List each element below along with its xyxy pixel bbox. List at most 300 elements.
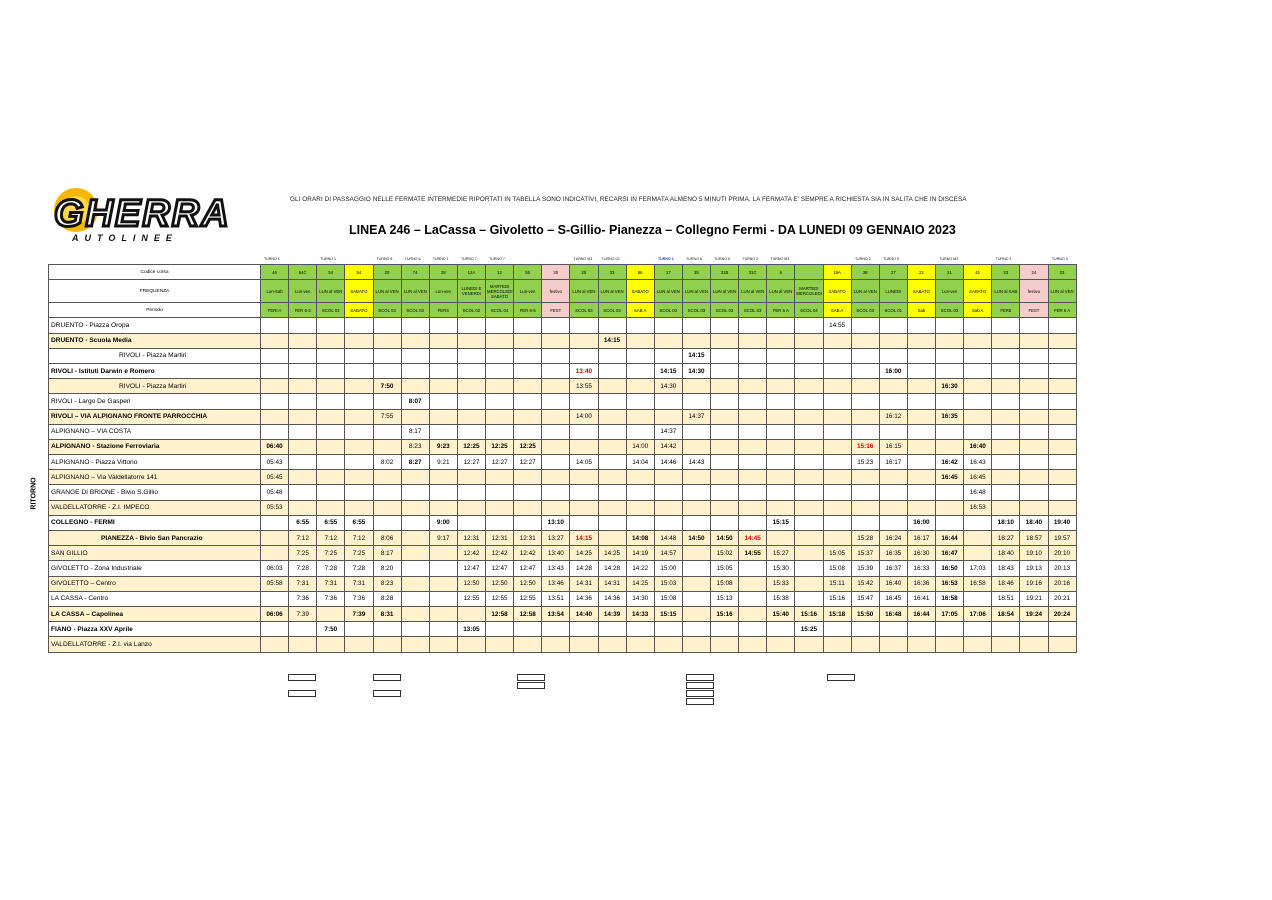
time-cell bbox=[317, 409, 345, 424]
time-value: 13:40 bbox=[547, 549, 564, 557]
time-cell bbox=[289, 424, 317, 439]
time-cell bbox=[1020, 318, 1048, 333]
time-cell bbox=[457, 637, 485, 652]
time-cell bbox=[851, 500, 879, 515]
time-cell bbox=[879, 379, 907, 394]
time-cell bbox=[992, 485, 1020, 500]
time-cell bbox=[486, 363, 514, 378]
time-cell bbox=[289, 591, 317, 606]
time-cell bbox=[964, 576, 992, 591]
time-cell bbox=[767, 561, 795, 576]
time-cell bbox=[542, 591, 570, 606]
time-cell bbox=[345, 318, 373, 333]
time-value: 9:17 bbox=[437, 534, 450, 542]
time-cell bbox=[289, 363, 317, 378]
time-cell bbox=[401, 363, 429, 378]
time-cell bbox=[598, 363, 626, 378]
time-cell bbox=[907, 363, 935, 378]
time-cell bbox=[373, 622, 401, 637]
time-cell bbox=[1020, 470, 1048, 485]
time-cell bbox=[261, 591, 289, 606]
period-row bbox=[49, 303, 1077, 318]
time-value: 7:28 bbox=[324, 564, 338, 572]
time-cell bbox=[992, 531, 1020, 546]
time-cell bbox=[486, 470, 514, 485]
time-cell bbox=[907, 515, 935, 530]
time-cell bbox=[795, 394, 823, 409]
time-cell bbox=[261, 576, 289, 591]
time-cell bbox=[345, 500, 373, 515]
time-cell bbox=[823, 333, 851, 348]
frequency-row-cell: Lun-ven bbox=[936, 280, 964, 303]
company-logo bbox=[46, 186, 282, 246]
stop-row bbox=[49, 531, 1077, 546]
time-cell bbox=[401, 455, 429, 470]
time-value: 16:40 bbox=[885, 580, 902, 588]
time-value: 20:10 bbox=[1054, 549, 1071, 557]
time-cell bbox=[711, 531, 739, 546]
time-cell bbox=[823, 561, 851, 576]
time-cell bbox=[345, 379, 373, 394]
time-cell bbox=[373, 591, 401, 606]
time-cell bbox=[1048, 439, 1076, 454]
time-cell bbox=[654, 485, 682, 500]
time-cell bbox=[429, 591, 457, 606]
time-value: 15:15 bbox=[660, 610, 677, 618]
time-cell bbox=[429, 379, 457, 394]
time-cell bbox=[401, 409, 429, 424]
time-cell bbox=[457, 439, 485, 454]
time-cell bbox=[514, 591, 542, 606]
time-cell bbox=[795, 348, 823, 363]
time-cell bbox=[711, 379, 739, 394]
time-cell bbox=[457, 470, 485, 485]
code-row-cell: 12 bbox=[486, 265, 514, 280]
time-cell bbox=[598, 348, 626, 363]
time-cell bbox=[711, 622, 739, 637]
time-cell bbox=[823, 531, 851, 546]
time-cell bbox=[542, 348, 570, 363]
time-value: 12:50 bbox=[491, 580, 508, 588]
time-cell bbox=[682, 409, 710, 424]
time-cell bbox=[851, 531, 879, 546]
time-cell bbox=[514, 379, 542, 394]
time-value: 8:06 bbox=[380, 534, 394, 542]
time-cell bbox=[570, 485, 598, 500]
time-value: 15:39 bbox=[857, 564, 874, 572]
time-value: 16:35 bbox=[941, 413, 958, 421]
frequency-row-cell: festivo bbox=[542, 280, 570, 303]
code-row-cell: 27 bbox=[879, 265, 907, 280]
legend-key-11 bbox=[827, 674, 858, 681]
time-value: 16:45 bbox=[885, 595, 902, 603]
time-cell bbox=[401, 531, 429, 546]
time-cell bbox=[1048, 531, 1076, 546]
time-value: 16:30 bbox=[941, 382, 958, 390]
time-cell bbox=[851, 363, 879, 378]
time-cell bbox=[682, 363, 710, 378]
time-cell bbox=[345, 637, 373, 652]
time-cell bbox=[317, 379, 345, 394]
time-value: 12:31 bbox=[463, 534, 480, 542]
time-cell bbox=[570, 500, 598, 515]
time-value: 15:28 bbox=[857, 534, 874, 542]
time-cell bbox=[373, 455, 401, 470]
legend-key-2 bbox=[288, 690, 319, 697]
time-cell bbox=[261, 363, 289, 378]
time-cell bbox=[1020, 637, 1048, 652]
turno-label: TURNO 1 bbox=[264, 257, 280, 261]
time-cell bbox=[626, 455, 654, 470]
time-value: 14:30 bbox=[632, 595, 649, 603]
time-cell bbox=[1048, 500, 1076, 515]
time-value: 7:25 bbox=[324, 549, 338, 557]
frequency-row-cell: MARTEDI MERCOLEDI SABATO bbox=[486, 280, 514, 303]
time-cell bbox=[626, 561, 654, 576]
time-cell bbox=[851, 318, 879, 333]
time-cell bbox=[429, 439, 457, 454]
time-cell bbox=[1020, 622, 1048, 637]
time-cell bbox=[879, 531, 907, 546]
time-cell bbox=[401, 561, 429, 576]
time-value: 06:40 bbox=[266, 443, 283, 451]
period-row-cell: FER 6 A bbox=[1048, 303, 1076, 318]
time-cell bbox=[711, 576, 739, 591]
time-cell bbox=[936, 561, 964, 576]
time-value: 16:24 bbox=[885, 534, 902, 542]
time-cell bbox=[542, 394, 570, 409]
time-cell bbox=[317, 637, 345, 652]
time-cell bbox=[401, 500, 429, 515]
time-cell bbox=[823, 424, 851, 439]
stop-name: RIVOLI - Piazza Martiri bbox=[49, 379, 261, 394]
time-cell bbox=[851, 606, 879, 621]
time-cell bbox=[907, 439, 935, 454]
time-cell bbox=[682, 576, 710, 591]
stop-row bbox=[49, 606, 1077, 621]
time-cell bbox=[289, 348, 317, 363]
time-cell bbox=[345, 561, 373, 576]
time-cell bbox=[373, 394, 401, 409]
time-cell bbox=[1020, 485, 1048, 500]
time-cell bbox=[682, 348, 710, 363]
time-cell bbox=[486, 531, 514, 546]
stop-name: ALPIGNANO – Via Valdellatorre 141 bbox=[49, 470, 261, 485]
time-cell bbox=[964, 318, 992, 333]
time-cell bbox=[514, 470, 542, 485]
time-value: 7:25 bbox=[296, 549, 309, 557]
time-cell bbox=[289, 637, 317, 652]
time-cell bbox=[739, 424, 767, 439]
stop-name: RIVOLI - Largo De Gasperi bbox=[49, 394, 261, 409]
time-cell bbox=[879, 333, 907, 348]
period-row-cell: SCOL 01 bbox=[879, 303, 907, 318]
time-cell bbox=[682, 424, 710, 439]
time-cell bbox=[570, 363, 598, 378]
stop-row bbox=[49, 576, 1077, 591]
time-cell bbox=[654, 622, 682, 637]
time-value: 16:40 bbox=[969, 443, 986, 451]
time-cell bbox=[936, 576, 964, 591]
legend-key-6 bbox=[517, 682, 548, 689]
time-cell bbox=[936, 606, 964, 621]
time-cell bbox=[289, 333, 317, 348]
time-cell bbox=[598, 591, 626, 606]
time-cell bbox=[992, 318, 1020, 333]
time-cell bbox=[654, 606, 682, 621]
time-cell bbox=[795, 318, 823, 333]
time-cell bbox=[401, 394, 429, 409]
time-cell bbox=[851, 515, 879, 530]
time-cell bbox=[823, 439, 851, 454]
time-value: 8:23 bbox=[380, 580, 394, 588]
time-cell bbox=[907, 561, 935, 576]
time-cell bbox=[907, 409, 935, 424]
time-value: 14:36 bbox=[575, 595, 592, 603]
time-cell bbox=[711, 500, 739, 515]
turno-label: TURNO 8 bbox=[883, 257, 899, 261]
time-value: 7:12 bbox=[324, 534, 338, 542]
time-value: 7:39 bbox=[352, 610, 366, 618]
time-value: 7:50 bbox=[324, 625, 338, 633]
time-cell bbox=[373, 439, 401, 454]
time-cell bbox=[514, 622, 542, 637]
time-cell bbox=[570, 531, 598, 546]
time-cell bbox=[879, 500, 907, 515]
stop-name: VALDELLATORRE - Z.I. via Lanzo bbox=[49, 637, 261, 652]
time-cell bbox=[570, 424, 598, 439]
code-row-cell: 24 bbox=[1020, 265, 1048, 280]
time-cell bbox=[598, 333, 626, 348]
time-cell bbox=[992, 606, 1020, 621]
time-cell bbox=[626, 424, 654, 439]
time-cell bbox=[570, 394, 598, 409]
time-cell bbox=[514, 348, 542, 363]
time-cell bbox=[401, 576, 429, 591]
time-cell bbox=[598, 500, 626, 515]
time-cell bbox=[1048, 333, 1076, 348]
time-value: 20:16 bbox=[1054, 580, 1071, 588]
time-cell bbox=[345, 622, 373, 637]
time-value: 14:57 bbox=[660, 549, 677, 557]
time-value: 14:37 bbox=[688, 413, 705, 421]
time-cell bbox=[1020, 455, 1048, 470]
time-cell bbox=[486, 348, 514, 363]
time-value: 13:10 bbox=[547, 519, 564, 527]
time-cell bbox=[964, 546, 992, 561]
time-cell bbox=[767, 591, 795, 606]
time-value: 12:47 bbox=[491, 564, 508, 572]
time-value: 14:36 bbox=[604, 595, 621, 603]
time-cell bbox=[261, 546, 289, 561]
time-value: 14:31 bbox=[575, 580, 592, 588]
time-cell bbox=[373, 576, 401, 591]
time-cell bbox=[851, 394, 879, 409]
time-value: 15:38 bbox=[772, 595, 789, 603]
time-value: 15:30 bbox=[772, 564, 789, 572]
time-cell bbox=[457, 318, 485, 333]
code-row bbox=[49, 265, 1077, 280]
time-value: 14:15 bbox=[688, 352, 705, 360]
stop-name: RIVOLI – VIA ALPIGNANO FRONTE PARROCCHIA bbox=[49, 409, 261, 424]
time-cell bbox=[289, 561, 317, 576]
time-cell bbox=[514, 531, 542, 546]
time-value: 15:08 bbox=[660, 595, 677, 603]
code-row-cell: 17 bbox=[654, 265, 682, 280]
time-cell bbox=[401, 439, 429, 454]
stop-name: VALDELLATORRE - Z.I. IMPECO bbox=[49, 500, 261, 515]
time-cell bbox=[823, 455, 851, 470]
time-cell bbox=[739, 561, 767, 576]
code-row-cell: 74 bbox=[401, 265, 429, 280]
time-cell bbox=[345, 424, 373, 439]
frequency-row-cell: festivo bbox=[1020, 280, 1048, 303]
time-cell bbox=[289, 606, 317, 621]
time-cell bbox=[261, 379, 289, 394]
code-row-cell: 22 bbox=[907, 265, 935, 280]
frequency-row bbox=[49, 280, 1077, 303]
code-row-cell: 54C bbox=[289, 265, 317, 280]
time-cell bbox=[907, 591, 935, 606]
time-cell bbox=[823, 485, 851, 500]
time-cell bbox=[570, 515, 598, 530]
time-cell bbox=[907, 531, 935, 546]
time-cell bbox=[682, 485, 710, 500]
time-value: 14:55 bbox=[829, 321, 846, 329]
time-cell bbox=[401, 379, 429, 394]
time-value: 15:13 bbox=[716, 595, 733, 603]
time-cell bbox=[401, 546, 429, 561]
time-cell bbox=[429, 409, 457, 424]
time-cell bbox=[542, 333, 570, 348]
time-cell bbox=[711, 561, 739, 576]
time-value: 16:36 bbox=[913, 580, 930, 588]
time-cell bbox=[879, 591, 907, 606]
time-cell bbox=[936, 546, 964, 561]
time-cell bbox=[626, 622, 654, 637]
time-cell bbox=[570, 318, 598, 333]
time-value: 15:33 bbox=[772, 580, 789, 588]
time-cell bbox=[345, 470, 373, 485]
time-cell bbox=[907, 576, 935, 591]
time-value: 16:45 bbox=[969, 473, 986, 481]
period-row-cell: FEST bbox=[1020, 303, 1048, 318]
time-cell bbox=[682, 318, 710, 333]
time-cell bbox=[598, 409, 626, 424]
time-cell bbox=[851, 348, 879, 363]
time-cell bbox=[345, 394, 373, 409]
time-cell bbox=[570, 333, 598, 348]
time-cell bbox=[514, 333, 542, 348]
time-cell bbox=[486, 637, 514, 652]
time-cell bbox=[711, 333, 739, 348]
turno-label: TURNO 1 bbox=[657, 257, 674, 261]
time-cell bbox=[457, 455, 485, 470]
time-cell bbox=[711, 515, 739, 530]
stop-row bbox=[49, 409, 1077, 424]
time-value: 15:42 bbox=[857, 580, 874, 588]
time-value: 15:11 bbox=[829, 580, 845, 588]
time-cell bbox=[767, 531, 795, 546]
time-cell bbox=[261, 348, 289, 363]
time-cell bbox=[514, 561, 542, 576]
frequency-row-cell: LUN al VEN bbox=[851, 280, 879, 303]
time-cell bbox=[682, 591, 710, 606]
time-value: 14:25 bbox=[604, 549, 621, 557]
time-cell bbox=[907, 500, 935, 515]
time-cell bbox=[373, 515, 401, 530]
time-value: 15:27 bbox=[772, 549, 789, 557]
time-cell bbox=[429, 606, 457, 621]
time-cell bbox=[289, 546, 317, 561]
time-value: 14:15 bbox=[603, 337, 621, 345]
time-cell bbox=[429, 622, 457, 637]
time-value: 16:48 bbox=[969, 489, 986, 497]
time-cell bbox=[879, 515, 907, 530]
time-cell bbox=[964, 439, 992, 454]
time-cell bbox=[1048, 561, 1076, 576]
time-cell bbox=[514, 363, 542, 378]
time-cell bbox=[851, 379, 879, 394]
stop-row bbox=[49, 591, 1077, 606]
time-value: 16:44 bbox=[913, 610, 930, 618]
time-cell bbox=[767, 409, 795, 424]
time-cell bbox=[598, 531, 626, 546]
turno-label: TURNO 1 bbox=[320, 257, 337, 261]
time-cell bbox=[289, 318, 317, 333]
frequency-row-cell: LUN al VEN bbox=[767, 280, 795, 303]
time-value: 15:05 bbox=[716, 564, 733, 572]
time-value: 7:50 bbox=[380, 382, 394, 390]
time-cell bbox=[1020, 394, 1048, 409]
time-value: 16:17 bbox=[885, 458, 902, 466]
time-value: 05:43 bbox=[266, 458, 283, 466]
time-cell bbox=[457, 576, 485, 591]
time-value: 16:43 bbox=[969, 458, 986, 466]
frequency-row-cell: LUNEDI E VENERDI bbox=[457, 280, 485, 303]
time-cell bbox=[1020, 576, 1048, 591]
frequency-row-cell: MARTEDI MERCOLEDI bbox=[795, 280, 823, 303]
time-cell bbox=[486, 379, 514, 394]
time-cell bbox=[542, 515, 570, 530]
time-cell bbox=[682, 546, 710, 561]
time-value: 12:31 bbox=[519, 534, 536, 542]
time-value: 12:42 bbox=[519, 549, 536, 557]
time-value: 8:17 bbox=[380, 549, 394, 557]
time-cell bbox=[317, 591, 345, 606]
time-cell bbox=[767, 546, 795, 561]
time-cell bbox=[345, 455, 373, 470]
time-cell bbox=[486, 606, 514, 621]
time-cell bbox=[964, 515, 992, 530]
time-value: 18:51 bbox=[997, 595, 1014, 603]
time-cell bbox=[992, 515, 1020, 530]
time-cell bbox=[992, 394, 1020, 409]
time-cell bbox=[823, 394, 851, 409]
frequency-row-cell: Lun-Sab bbox=[261, 280, 289, 303]
time-cell bbox=[486, 576, 514, 591]
time-cell bbox=[739, 379, 767, 394]
time-cell bbox=[907, 379, 935, 394]
time-cell bbox=[823, 606, 851, 621]
time-cell bbox=[739, 591, 767, 606]
code-row-cell: 41 bbox=[964, 265, 992, 280]
time-value: 6:55 bbox=[296, 519, 310, 527]
time-cell bbox=[1048, 409, 1076, 424]
time-cell bbox=[317, 470, 345, 485]
frequency-row-cell: LUN al VEN bbox=[682, 280, 710, 303]
stop-row bbox=[49, 379, 1077, 394]
